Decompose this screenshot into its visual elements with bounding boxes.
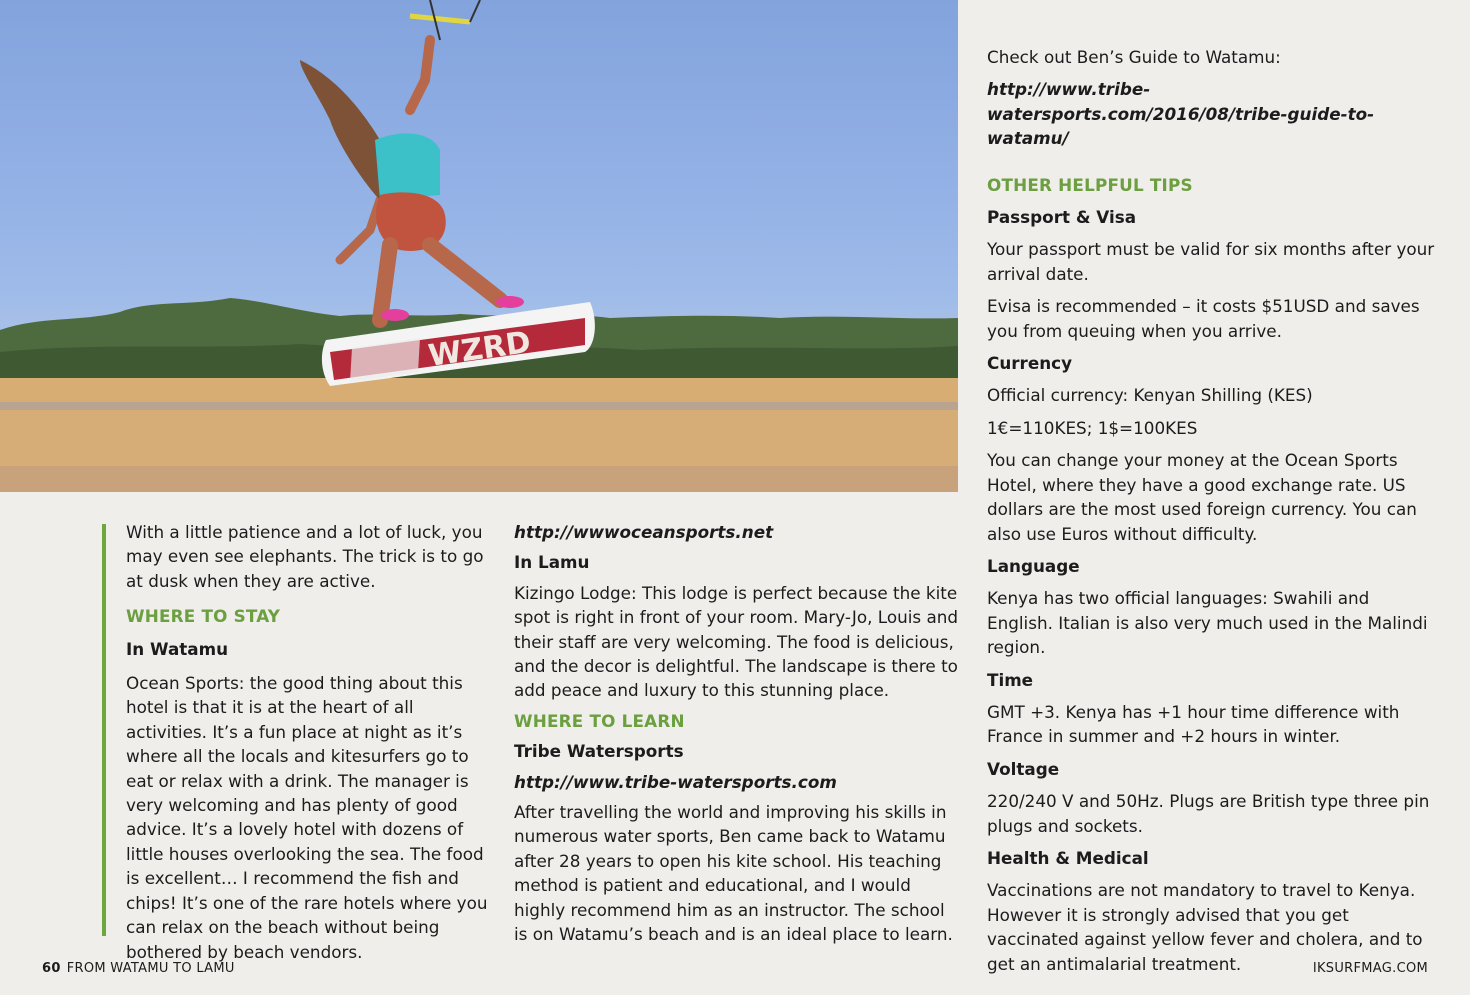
page-number: 60 — [42, 961, 61, 976]
health-heading: Health & Medical — [987, 847, 1149, 868]
where-to-learn-heading: WHERE TO LEARN — [514, 710, 685, 731]
time-paragraph: GMT +3. Kenya has +1 hour time difference with France in summer and +2 hours in winter. — [987, 701, 1400, 747]
section-title: FROM WATAMU TO LAMU — [66, 961, 235, 976]
language-paragraph: Kenya has two official languages: Swahili and English. Italian is also very much used in the Malindi region. — [987, 588, 1428, 658]
health-paragraph: Vaccinations are not mandatory to travel to Kenya. However it is strongly advised that you get vaccinated against yellow fever and cholera, and to get an antimalarial treatment. — [987, 880, 1423, 974]
guide-link[interactable]: http://www.tribe-watersports.com/2016/08/tribe-guide-to-watamu/ — [987, 79, 1375, 149]
tribe-link[interactable]: http://www.tribe-watersports.com — [514, 771, 837, 792]
time-heading: Time — [987, 669, 1034, 690]
middle-column — [514, 520, 959, 947]
site-name[interactable]: IKSURFMAG.COM — [1312, 961, 1428, 976]
ocean-sports-paragraph: Ocean Sports: the good thing about this hotel is that it is at the heart of all activities. It’s a fun place at night as it’s where all the locals and kitesurfers go to eat or relax with a drink. The manager is very welcoming and has plenty of good advice. It’s a lovely hotel with dozens of little houses overlooking the sea. The food is excellent… I recommend the fish and chips! It’s one of the rare hotels where you can relax on the beach without being bothered by beach vendors. — [126, 673, 488, 962]
ocean-sports-link[interactable]: http://wwwoceansports.net — [514, 522, 774, 542]
currency-paragraph-1: Official currency: Kenyan Shilling (KES) — [987, 385, 1313, 406]
kizingo-paragraph: Kizingo Lodge: This lodge is perfect because the kite spot is right in front of your room. Mary-Jo, Louis and their staff are very welcoming. The food is delicious, and the decor is delightful. The landscape is there to add peace and luxury to this stunning place. — [514, 582, 959, 701]
where-to-stay-heading: WHERE TO STAY — [126, 606, 281, 627]
kitesurfer-photo — [0, 0, 958, 492]
voltage-heading: Voltage — [987, 758, 1060, 779]
currency-paragraph-2: 1€=110KES; 1$=100KES — [987, 417, 1198, 438]
column-rule — [102, 524, 106, 936]
board-logo: WZRD — [426, 324, 533, 374]
language-heading: Language — [987, 555, 1080, 576]
guide-intro: Check out Ben’s Guide to Watamu: — [987, 47, 1281, 67]
in-watamu-heading: In Watamu — [126, 638, 229, 659]
voltage-paragraph: 220/240 V and 50Hz. Plugs are British type three pin plugs and sockets. — [987, 791, 1430, 836]
kitesurfer-photo-art — [0, 0, 958, 492]
left-column — [126, 520, 488, 964]
passport-heading: Passport & Visa — [987, 207, 1137, 228]
currency-paragraph-3: You can change your money at the Ocean Sports Hotel, where they have a good exchange rate. US dollars are the most used foreign currency. You can also use Euros without difficulty. — [987, 450, 1417, 544]
passport-paragraph-1: Your passport must be valid for six months after your arrival date. — [987, 239, 1435, 284]
tribe-paragraph: After travelling the world and improving his skills in numerous water sports, Ben came back to Watamu after 28 years to open his kite school. His teaching method is patient and educational, and I would highly recommend him as an instructor. The school is on Watamu’s beach and is an ideal place to learn. — [514, 802, 953, 945]
tribe-heading: Tribe Watersports — [514, 741, 684, 762]
currency-heading: Currency — [987, 353, 1073, 374]
intro-paragraph: With a little patience and a lot of luck, you may even see elephants. The trick is to go at dusk when they are active. — [126, 522, 484, 591]
right-column — [987, 45, 1437, 976]
passport-paragraph-2: Evisa is recommended – it costs $51USD and saves you from queuing when you arrive. — [987, 296, 1420, 341]
in-lamu-heading: In Lamu — [514, 552, 590, 573]
footer-left — [42, 961, 235, 976]
tips-heading: OTHER HELPFUL TIPS — [987, 174, 1193, 195]
